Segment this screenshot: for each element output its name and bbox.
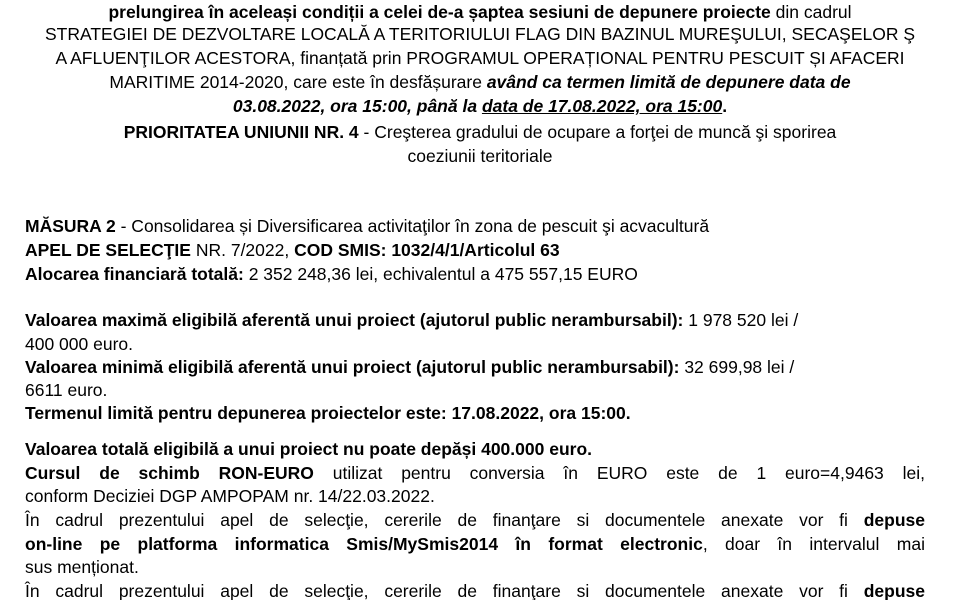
submission-line-1: În cadrul prezentului apel de selecţie, cererile de finanţare si documentele anexate vor fi depuse (25, 510, 925, 530)
min-value-line-1: Valoarea minimă eligibilă aferentă unui proiect (ajutorul public nerambursabil): 32 699,98 lei / (25, 357, 795, 377)
submission-line-2: on-line pe platforma informatica Smis/MySmis2014 în format electronic, doar în intervalul mai (25, 534, 925, 554)
allocation-line: Alocarea financiară totală: 2 352 248,36 lei, echivalentul a 475 557,15 EURO (25, 264, 638, 284)
priority-line-2: coeziunii teritoriale (407, 146, 553, 166)
intro-line-4: MARITIME 2014-2020, care este în desfășurare având ca termen limită de depunere data de (109, 72, 851, 92)
total-value-line: Valoarea totală eligibilă a unui proiect nu poate depăși 400.000 euro. (25, 439, 592, 459)
intro-line-2: STRATEGIEI DE DEZVOLTARE LOCALĂ A TERITORIULUI FLAG DIN BAZINUL MUREŞULUI, SECAŞELOR Ş (44, 24, 916, 44)
intro-line-3: A AFLUENŢILOR ACESTORA, finanțată prin PROGRAMUL OPERAȚIONAL PENTRU PESCUIT ȘI AFACERI (55, 48, 905, 68)
max-value-line-2: 400 000 euro. (25, 334, 134, 354)
call-line: APEL DE SELECŢIE NR. 7/2022, COD SMIS: 1032/4/1/Articolul 63 (25, 240, 560, 260)
submission-line-3: sus menționat. (25, 557, 139, 577)
max-value-line-1: Valoarea maximă eligibilă aferentă unui proiect (ajutorul public nerambursabil): 1 978 520 lei / (25, 310, 799, 330)
min-value-line-2: 6611 euro. (25, 380, 108, 400)
exchange-line-1: Cursul de schimb RON-EURO utilizat pentru conversia în EURO este de 1 euro=4,9463 lei, (25, 463, 925, 483)
priority-line-1: PRIORITATEA UNIUNII NR. 4 - Creşterea gradului de ocupare a forţei de muncă şi sporirea (123, 122, 837, 142)
deadline-line: Termenul limită pentru depunerea proiectelor este: 17.08.2022, ora 15:00. (25, 403, 631, 423)
intro-line-1: prelungirea în aceleași condiții a celei de-a șaptea sesiuni de depunere proiecte din cadrul (108, 2, 852, 22)
submission-repeat-line-1: În cadrul prezentului apel de selecţie, cererile de finanţare si documentele anexate vor fi depuse (25, 581, 925, 600)
measure-line: MĂSURA 2 - Consolidarea și Diversificarea activitaţilor în zona de pescuit şi acvacultură (25, 216, 710, 236)
exchange-line-2: conform Deciziei DGP AMPOPAM nr. 14/22.03.2022. (25, 486, 435, 506)
intro-line-5: 03.08.2022, ora 15:00, până la data de 17.08.2022, ora 15:00. (232, 96, 728, 116)
